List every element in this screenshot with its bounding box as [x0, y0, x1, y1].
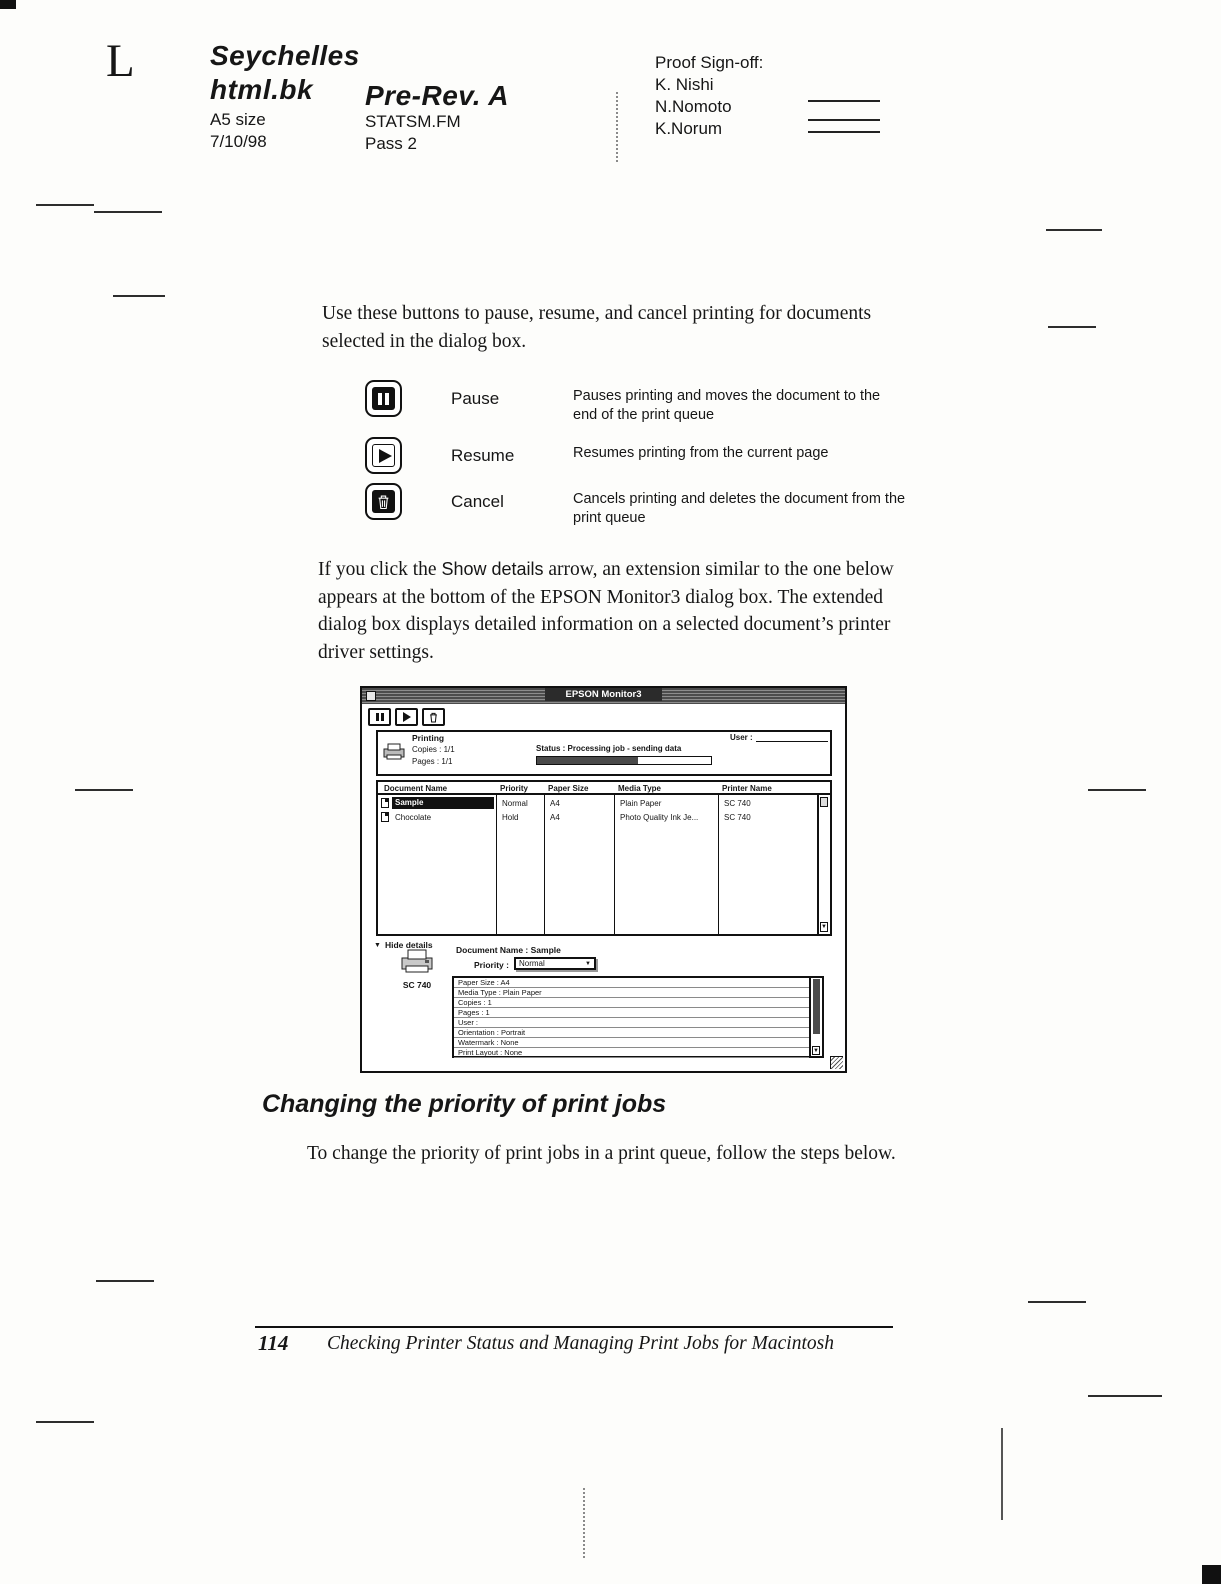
toolbar-cancel-button[interactable] [422, 708, 445, 726]
popup-arrow-icon: ▼ [585, 960, 591, 967]
detail-row: User : [454, 1018, 809, 1028]
row-printer-name: SC 740 [724, 799, 751, 808]
fold-mark [616, 92, 618, 162]
status-text: Status : Processing job - sending data [536, 744, 682, 753]
print-queue-table [376, 780, 832, 936]
registration-mark [1088, 1395, 1162, 1397]
printing-status-panel [376, 730, 832, 776]
row-printer-name: SC 740 [724, 813, 751, 822]
section-heading: Changing the priority of print jobs [262, 1090, 667, 1118]
document-icon [381, 798, 389, 808]
registration-mark [36, 1421, 94, 1423]
table-row[interactable] [378, 811, 815, 824]
detail-row: Copies : 1 [454, 998, 809, 1008]
signoff-title: Proof Sign-off: [655, 53, 764, 72]
toolbar-resume-button[interactable] [395, 708, 418, 726]
row-document-name-selected: Sample [392, 797, 494, 809]
scrollbar-thumb[interactable] [820, 797, 828, 807]
paper-size-label: A5 size [210, 110, 266, 129]
registration-mark [1088, 789, 1146, 791]
signature-line [808, 131, 880, 133]
row-paper-size: A4 [550, 799, 560, 808]
registration-mark [1028, 1301, 1086, 1303]
detail-printer-block [394, 948, 440, 990]
proof-signoff-block [655, 52, 763, 140]
resume-description: Resumes printing from the current page [573, 445, 829, 461]
detail-row: Pages : 1 [454, 1008, 809, 1018]
detail-settings-rows [454, 978, 809, 1058]
scrollbar-thumb[interactable] [813, 979, 820, 1034]
row-priority: Normal [502, 799, 528, 808]
registration-mark [113, 295, 165, 297]
detail-row: Orientation : Portrait [454, 1028, 809, 1038]
detail-row: Paper Size : A4 [454, 978, 809, 988]
signoff-signer: K. Nishi [655, 75, 714, 94]
detail-row: Print Layout : None [454, 1048, 809, 1058]
hide-details-label: Hide details [384, 940, 433, 950]
revision-label: Pre-Rev. A [365, 80, 510, 111]
window-resize-handle[interactable] [830, 1056, 843, 1069]
scroll-down-arrow-icon[interactable]: ▼ [821, 924, 827, 930]
page-number: 114 [258, 1331, 289, 1355]
registration-mark [1048, 326, 1096, 328]
window-titlebar[interactable] [362, 688, 845, 704]
legend-row-pause [365, 380, 945, 432]
pause-label: Pause [451, 389, 500, 408]
column-priority: Priority [500, 784, 529, 793]
pause-description: Pauses printing and moves the document to the end of the print queue [573, 388, 881, 424]
details-paragraph [318, 556, 918, 667]
detail-priority-label: Priority : [474, 960, 509, 970]
scan-line-mark [1001, 1428, 1003, 1520]
detail-row: Media Type : Plain Paper [454, 988, 809, 998]
monitor-toolbar [368, 708, 445, 726]
corner-letter: L [106, 35, 135, 87]
registration-mark [96, 1280, 154, 1282]
priority-popup[interactable] [514, 957, 596, 970]
detail-document-name: Document Name : Sample [456, 945, 561, 955]
source-file-label: STATSM.FM [365, 112, 461, 131]
trash-glyph [377, 494, 390, 510]
row-media-type: Plain Paper [620, 799, 662, 808]
window-title: EPSON Monitor3 [362, 689, 845, 700]
row-paper-size: A4 [550, 813, 560, 822]
disclosure-triangle-icon: ▼ [374, 941, 381, 949]
trash-glyph [429, 712, 438, 723]
section-paragraph: To change the priority of print jobs in a print queue, follow the steps below. [307, 1143, 896, 1164]
signoff-signer: K.Norum [655, 119, 723, 138]
cancel-icon [365, 483, 402, 520]
copies-value: Copies : 1/1 [412, 745, 455, 754]
registration-mark [1046, 229, 1102, 231]
legend-row-resume [365, 437, 945, 489]
detail-scrollbar[interactable] [809, 978, 822, 1056]
details-paragraph-after: arrow, an extension similar to the one below appears at the bottom of the EPSON Monitor3 dialog box. The extended dialog box displays detailed information on a selected document’s printer driver settings. [318, 559, 894, 664]
printing-label: Printing [412, 733, 445, 743]
signature-line [808, 119, 880, 121]
book-title: Seychelles [210, 40, 360, 71]
toolbar-pause-button[interactable] [368, 708, 391, 726]
row-priority: Hold [502, 813, 519, 822]
proof-date: 7/10/98 [210, 132, 267, 151]
scroll-down-arrow-icon[interactable]: ▼ [813, 1048, 819, 1054]
intro-paragraph: Use these buttons to pause, resume, and cancel printing for documents selected in the dialog box. [322, 303, 872, 352]
document-icon [381, 812, 389, 822]
book-file: html.bk [210, 74, 314, 105]
pass-label: Pass 2 [365, 134, 417, 153]
row-media-type: Photo Quality Ink Je... [620, 813, 699, 822]
pause-icon [365, 380, 402, 417]
progress-fill [537, 757, 638, 764]
details-paragraph-before: If you click the [318, 559, 442, 580]
column-printer-name: Printer Name [722, 784, 772, 793]
printer-icon [383, 743, 405, 762]
column-paper-size: Paper Size [548, 784, 589, 793]
printer-icon [399, 948, 435, 974]
user-label: User : [730, 733, 753, 742]
scan-corner-mark [0, 0, 16, 9]
pages-value: Pages : 1/1 [412, 757, 453, 766]
signoff-signer: N.Nomoto [655, 97, 732, 116]
row-document-name: Chocolate [395, 813, 432, 822]
table-header [378, 782, 830, 795]
detail-settings-box [452, 976, 824, 1058]
detail-row: Watermark : None [454, 1038, 809, 1048]
fold-mark [583, 1488, 585, 1558]
detail-printer-name: SC 740 [402, 980, 432, 990]
priority-popup-value: Normal [519, 959, 545, 968]
show-details-keyword: Show details [441, 559, 544, 579]
cancel-description: Cancels printing and deletes the document from the print queue [573, 491, 906, 527]
registration-mark [75, 789, 133, 791]
registration-mark [94, 211, 162, 213]
table-row[interactable] [378, 797, 815, 810]
signature-line [808, 100, 880, 102]
user-underline [756, 741, 828, 742]
resume-icon [365, 437, 402, 474]
column-document-name: Document Name [384, 784, 448, 793]
epson-monitor3-window [360, 686, 847, 1073]
footer-rule [255, 1326, 893, 1328]
scan-corner-mark [1202, 1565, 1221, 1584]
progress-bar [536, 756, 712, 765]
registration-mark [36, 204, 94, 206]
cancel-label: Cancel [451, 492, 504, 511]
column-media-type: Media Type [618, 784, 661, 793]
legend-row-cancel [365, 483, 945, 535]
resume-label: Resume [451, 446, 515, 465]
footer-title: Checking Printer Status and Managing Print Jobs for Macintosh [327, 1333, 834, 1354]
table-scrollbar[interactable] [817, 795, 830, 934]
